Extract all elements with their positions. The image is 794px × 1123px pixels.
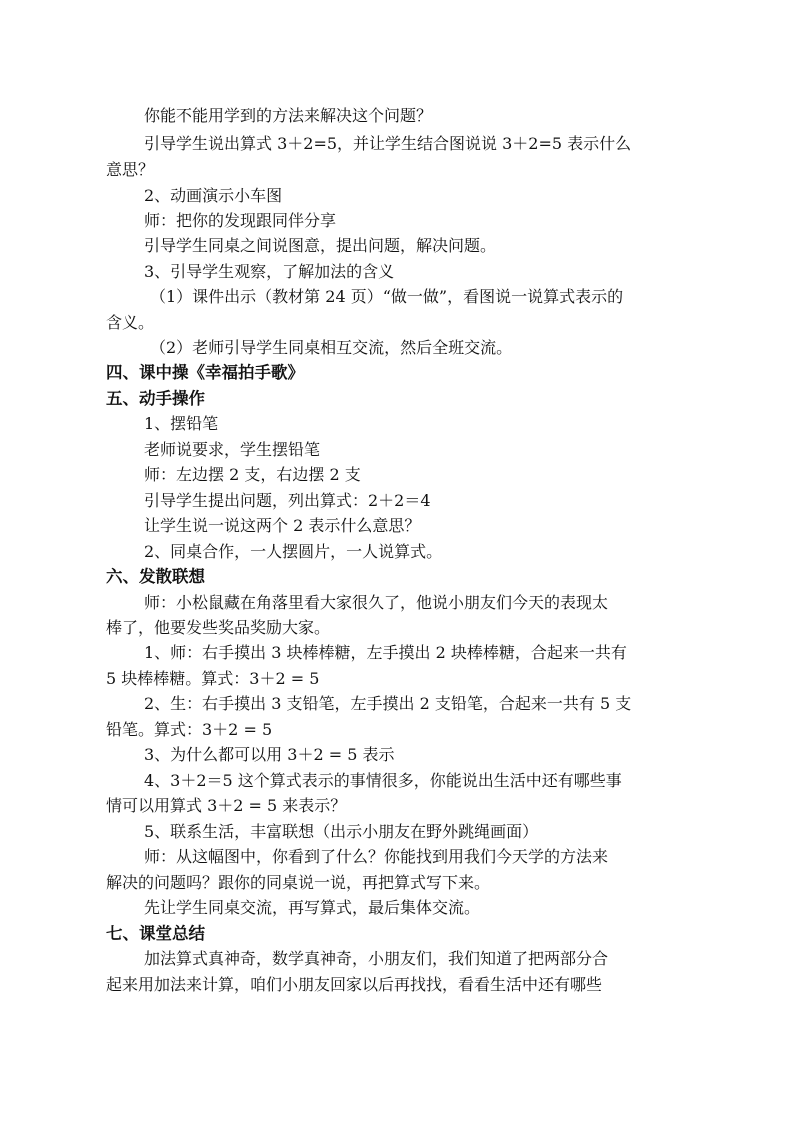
section-heading: 七、课堂总结 — [106, 924, 205, 943]
paragraph-line: 引导学生说出算式 3＋2=5，并让学生结合图说说 3＋2=5 表示什么 — [144, 134, 632, 153]
paragraph-line: 引导学生提出问题，列出算式：2＋2＝4 — [144, 491, 431, 510]
paragraph-line: 棒了，他要发些奖品奖励大家。 — [106, 618, 331, 637]
paragraph-line: 意思？ — [106, 160, 155, 179]
list-item-line: （1）课件出示（教材第 24 页）“做一做”，看图说一说算式表示的 — [150, 287, 624, 306]
paragraph-line: 解决的问题吗？跟你的同桌说一说，再把算式写下来。 — [106, 873, 491, 892]
paragraph-line: 师：从这幅图中，你看到了什么？你能找到用我们今天学的方法来 — [144, 847, 609, 866]
section-heading: 六、发散联想 — [106, 567, 205, 586]
paragraph-line: 加法算式真神奇，数学真神奇，小朋友们，我们知道了把两部分合 — [144, 949, 609, 968]
list-item-line: 3、引导学生观察，了解加法的含义 — [144, 262, 395, 281]
list-item-line: 3、为什么都可以用 3＋2 = 5 表示 — [144, 745, 395, 764]
paragraph-line: 老师说要求，学生摆铅笔 — [144, 440, 321, 459]
list-item-line: 1、师：右手摸出 3 块棒棒糖，左手摸出 2 块棒棒糖，合起来一共有 — [144, 643, 627, 662]
paragraph-line: 情可以用算式 3＋2 = 5 来表示？ — [106, 796, 347, 815]
section-heading: 五、动手操作 — [106, 389, 205, 408]
paragraph-line: 起来用加法来计算，咱们小朋友回家以后再找找，看看生活中还有哪些 — [106, 975, 603, 994]
list-item-line: 4、3＋2＝5 这个算式表示的事情很多，你能说出生活中还有哪些事 — [144, 771, 622, 790]
section-heading: 四、课中操《幸福拍手歌》 — [106, 363, 304, 382]
list-item-line: 1、摆铅笔 — [144, 414, 219, 433]
paragraph-line: 师：把你的发现跟同伴分享 — [144, 211, 337, 230]
list-item-line: （2）老师引导学生同桌相互交流，然后全班交流。 — [150, 338, 513, 357]
list-item-line: 2、同桌合作，一人摆圆片，一人说算式。 — [144, 542, 443, 561]
list-item-line: 2、生：右手摸出 3 支铅笔，左手摸出 2 支铅笔，合起来一共有 5 支 — [144, 694, 632, 713]
paragraph-line: 先让学生同桌交流，再写算式，最后集体交流。 — [144, 898, 481, 917]
paragraph-line: 让学生说一说这两个 2 表示什么意思？ — [144, 516, 421, 535]
paragraph-line: 师：左边摆 2 支，右边摆 2 支 — [144, 465, 361, 484]
list-item-line: 5、联系生活，丰富联想（出示小朋友在野外跳绳画面） — [144, 822, 539, 841]
paragraph-line: 5 块棒棒糖。算式：3＋2 = 5 — [106, 669, 320, 688]
paragraph-line: 你能不能用学到的方法来解决这个问题？ — [144, 106, 433, 125]
paragraph-line: 引导学生同桌之间说图意，提出问题，解决问题。 — [144, 236, 497, 255]
paragraph-line: 师：小松鼠藏在角落里看大家很久了，他说小朋友们今天的表现太 — [144, 593, 609, 612]
paragraph-line: 铅笔。算式：3＋2 = 5 — [106, 720, 273, 739]
list-item-line: 2、动画演示小车图 — [144, 186, 283, 205]
paragraph-line: 含义。 — [106, 313, 155, 332]
